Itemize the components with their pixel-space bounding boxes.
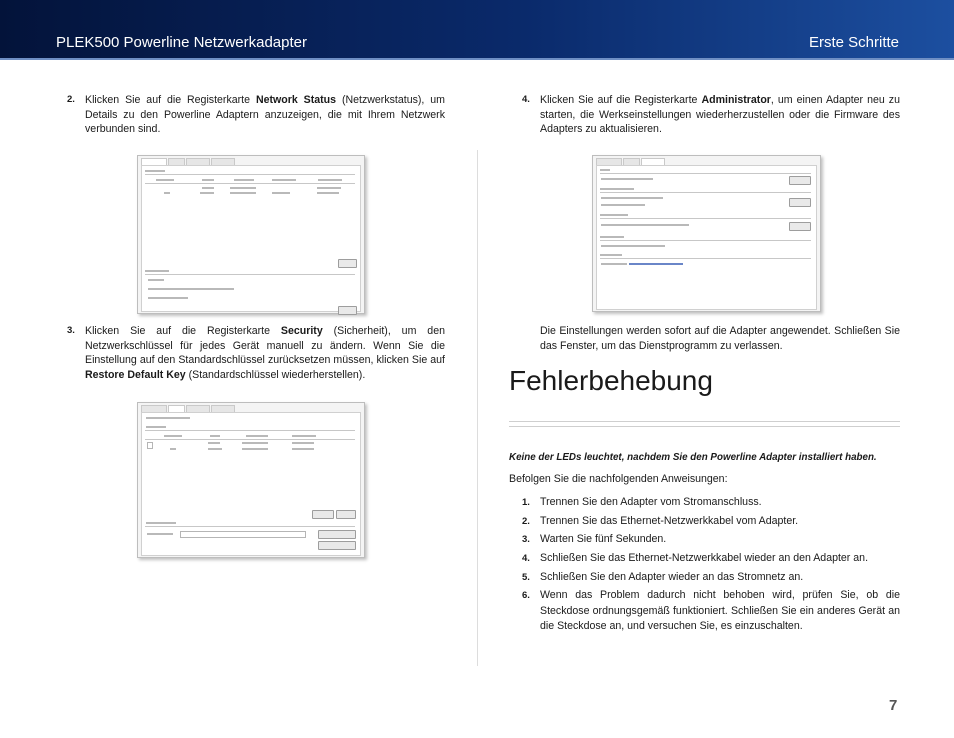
step-2-number: 2. bbox=[67, 94, 75, 105]
trouble-step-5-number: 5. bbox=[522, 572, 530, 583]
trouble-step-4-number: 4. bbox=[522, 553, 530, 564]
instructions-intro: Befolgen Sie die nachfolgenden Anweisungen: bbox=[509, 473, 728, 485]
step-4-tab-name: Administrator bbox=[701, 94, 771, 106]
problem-subheading: Keine der LEDs leuchtet, nachdem Sie den Powerline Adapter installiert haben. bbox=[509, 452, 877, 463]
administrator-screenshot bbox=[592, 155, 821, 312]
trouble-step-1-number: 1. bbox=[522, 497, 530, 508]
trouble-step-6 bbox=[522, 588, 900, 635]
step-2-text-after: (Netzwerkstatus), um Details zu den Powerline Adaptern anzuzeigen, die mit Ihrem Netzwerk verbunden sind. bbox=[85, 94, 445, 135]
trouble-step-3 bbox=[522, 532, 900, 548]
step-3-button-name: Restore Default Key bbox=[85, 368, 186, 381]
heading-rule-bottom bbox=[509, 426, 900, 427]
trouble-step-2-number: 2. bbox=[522, 516, 530, 527]
page-header bbox=[0, 0, 954, 60]
trouble-step-2-text: Trennen Sie das Ethernet-Netzwerkkabel vom Adapter. bbox=[540, 515, 799, 527]
step-4 bbox=[522, 93, 900, 137]
product-title: PLEK500 Powerline Netzwerkadapter bbox=[56, 34, 307, 51]
trouble-step-6-number: 6. bbox=[522, 590, 530, 601]
step-3 bbox=[67, 324, 445, 382]
trouble-step-5-text: Schließen Sie den Adapter wieder an das Stromnetz an. bbox=[540, 571, 804, 583]
step-3-text-middle: (Sicherheit), um den Netzwerkschlüssel für jedes Gerät manuell zu ändern. Wenn Sie die Einstellung auf den Standardschlüssel zurücksetzen müssen, klicken Sie auf bbox=[85, 325, 445, 366]
screenshot-tabs bbox=[141, 158, 235, 165]
trouble-step-4 bbox=[522, 551, 900, 567]
trouble-step-3-text: Warten Sie fünf Sekunden. bbox=[540, 533, 667, 545]
screenshot-tabs bbox=[596, 158, 665, 165]
trouble-step-5 bbox=[522, 570, 900, 586]
network-status-screenshot bbox=[137, 155, 365, 314]
settings-applied-paragraph: Die Einstellungen werden sofort auf die Adapter angewendet. Schließen Sie das Fenster, um das Dienstprogramm zu verlassen. bbox=[540, 325, 900, 352]
troubleshooting-heading: Fehlerbehebung bbox=[509, 365, 713, 396]
step-4-text-after: , um einen Adapter neu zu starten, die Werkseinstellungen wiederherzustellen oder die Firmware des Adapters zu aktualisieren. bbox=[540, 94, 900, 135]
step-3-number: 3. bbox=[67, 325, 75, 336]
column-divider bbox=[477, 150, 478, 666]
screenshot-tabs bbox=[141, 405, 235, 412]
step-4-text: Klicken Sie auf die Registerkarte bbox=[540, 94, 702, 106]
trouble-step-4-text: Schließen Sie das Ethernet-Netzwerkkabel wieder an den Adapter an. bbox=[540, 552, 869, 564]
step-2 bbox=[67, 93, 445, 137]
step-4-number: 4. bbox=[522, 94, 530, 105]
trouble-step-1 bbox=[522, 495, 900, 511]
heading-rule-top bbox=[509, 421, 900, 422]
step-2-tab-name: Network Status bbox=[255, 94, 337, 106]
step-3-text-after: (Standardschlüssel wiederherstellen). bbox=[185, 368, 366, 381]
section-title: Erste Schritte bbox=[808, 34, 899, 51]
security-screenshot bbox=[137, 402, 365, 558]
step-3-text: Klicken Sie auf die Registerkarte bbox=[85, 325, 281, 337]
page-number: 7 bbox=[889, 697, 898, 714]
step-3-tab-name: Security bbox=[280, 325, 323, 337]
trouble-step-3-number: 3. bbox=[522, 534, 530, 545]
step-2-text: Klicken Sie auf die Registerkarte bbox=[85, 94, 256, 106]
trouble-step-6-text: Wenn das Problem dadurch nicht behoben wird, prüfen Sie, ob die Steckdose ordnungsgemäß funktioniert. Schließen Sie ein anderes Gerät an die Steckdose an, und versuchen Sie, es einzuschalten. bbox=[540, 589, 900, 632]
trouble-step-1-text: Trennen Sie den Adapter vom Stromanschluss. bbox=[540, 496, 762, 508]
trouble-step-2 bbox=[522, 514, 900, 530]
